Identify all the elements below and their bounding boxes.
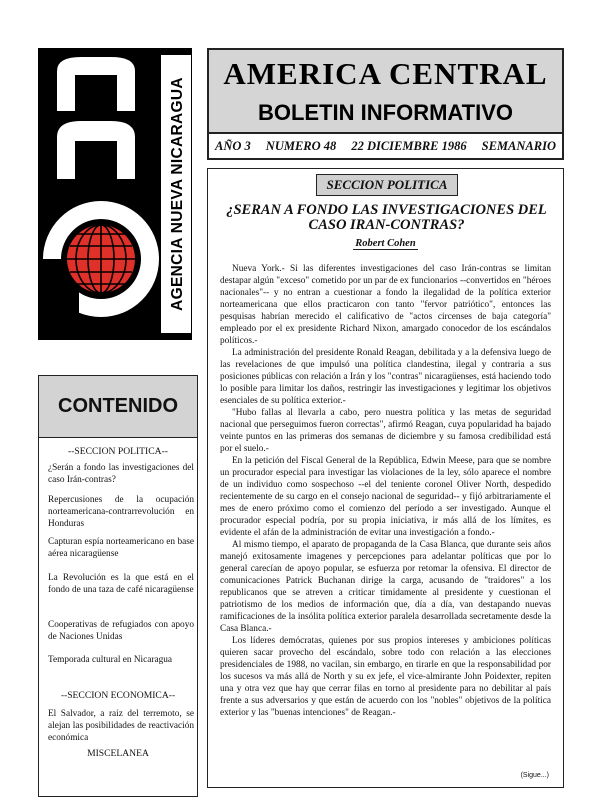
continued-label: (Sigue...) (520, 772, 549, 779)
agency-logo (38, 48, 192, 340)
contents-item: Repercusiones de la ocupación norteamericana-contrarrevolución en Honduras (48, 495, 194, 529)
article-title: ¿SERAN A FONDO LAS INVESTIGACIONES DEL CASO IRAN-CONTRAS? (226, 202, 547, 233)
contents-section-heading: --SECCION POLITICA-- (68, 446, 168, 457)
article-paragraph: La administración del presidente Ronald Reagan, debilitada y a la defensiva luego de las revelaciones de que impulsó una política clandestina, ilegal y contraria a sus posiciones públicas con relación a Irán y los "contras" nicaragüenses, está haciendo todo lo posible para limitar los daños, restringir las investigaciones y legitimar los objetivos esenciales de su política exterior.- (220, 348, 551, 406)
agency-name-text: AGENCIA NUEVA NICARAGUA (169, 77, 187, 311)
publication-subtitle: BOLETIN INFORMATIVO (257, 100, 514, 125)
article-paragraph: "Hubo fallas al llevarla a cabo, pero nuestra política y las metas de seguridad nacional que perseguimos fueron correctas", afirmó Reagan, cuya popularidad ha bajado veinte puntos en las primeras dos semanas de diciembre y su famosa credibilidad está por el suelo.- (220, 408, 551, 454)
logo-arch-middle (57, 121, 135, 179)
issue-info-bar (207, 134, 564, 160)
contents-header: CONTENIDO (39, 376, 197, 438)
masthead (207, 48, 564, 134)
issue-year: AÑO 3 (215, 138, 251, 153)
issue-date: 22 DICIEMBRE 1986 (351, 138, 467, 153)
article-paragraph: Los líderes demócratas, quienes por sus propios intereses y ambiciones políticas quieren sacar provecho del escándalo, sobre todo con relación a las elecciones presidenciales de 1988, no vacilan, sin embargo, en tirarle en que la responsabilidad por los sucesos va más allá de North y su ex jefe, el vice-almirante John Poidexter, repiten una y otra vez que hay que cerrar filas en torno al presidente para no debilitar al país frente a sus adversarios y que están de acuerdo con los "nobles" objetivos de la política exterior y las "buenas intenciones" de Reagan.- (220, 636, 551, 718)
globe-icon (67, 225, 135, 293)
logo-arch-top (57, 57, 135, 111)
article-paragraph: En la petición del Fiscal General de la República, Edwin Meese, para que se nombre un procurador especial para investigar las violaciones de la ley, sólo aparece el nombre de un individuo como sospechoso --el del teniente coronel Oliver North, despedido recientemente de su cargo en el consejo nacional de seguridad-- y fijó arbitrariamente el mes de enero próximo como el comienzo del período a ser investigado. Aunque el procurador especial podría, por su propia iniciativa, ir más allá de los límites, es evidente el afán de la administración de evitar una investigación a fondo.- (220, 456, 551, 538)
article-author: Robert Cohen (355, 238, 416, 249)
contents-item: ¿Serán a fondo las investigaciones del caso Irán-contras? (48, 463, 194, 485)
contents-section-heading: MISCELANEA (87, 748, 149, 759)
contents-item: El Salvador, a raíz del terremoto, se alejan las posibilidades de reactivación económica (48, 709, 194, 743)
contents-item: Cooperativas de refugiados con apoyo de Naciones Unidas (48, 620, 194, 642)
article-paragraph: Nueva York.- Si las diferentes investigaciones del caso Irán-contras se limitan destapar algún "exceso" cometido por un par de ex funcionarios --convertidos en "héroes nacionales"-- y no entran a cuestionar a fondo la ilegalidad de la política exterior norteamericana que ellos practicaron con tanto "fervor patriótico", entonces las pesquisas habrían merecido el calificativo de "actos circenses de baja categoría" empleado por el ex presidente Richard Nixon, amargado conocedor de los escándalos políticos.- (220, 264, 551, 346)
article-box (207, 168, 564, 788)
contents-item: La Revolución es la que está en el fondo de una taza de café nicaragüense (48, 573, 194, 595)
publication-title: AMERICA CENTRAL (223, 56, 548, 91)
contents-item: Capturan espía norteamericano en base aérea nicaragüense (48, 537, 194, 559)
contents-section-heading: --SECCION ECONOMICA-- (60, 690, 176, 701)
article-paragraph: Al mismo tiempo, el aparato de propaganda de la Casa Blanca, que durante seis años manejó exitosamente imagenes y percepciones para adelantar políticas que por lo general carecían de apoyo popular, se esfuerza por retomar la ofensiva. El director de comunicaciones Patrick Buchanan dirige la carga, acusando de "traidores" a los republicanos que se atreven a criticar timidamente al presidente y cuestionan el patriotismo de los medios de información que, día a día, van destapando nuevas ramificaciones de la insólita política exterior paralela desarrollada secretamente desde la Casa Blanca.- (220, 540, 551, 634)
contents-box (38, 375, 198, 797)
contents-item: Temporada cultural en Nicaragua (48, 655, 173, 665)
article-body (220, 263, 551, 719)
issue-number: NUMERO 48 (265, 138, 337, 153)
issue-frequency: SEMANARIO (481, 138, 556, 153)
section-tag: SECCION POLITICA (316, 174, 458, 196)
